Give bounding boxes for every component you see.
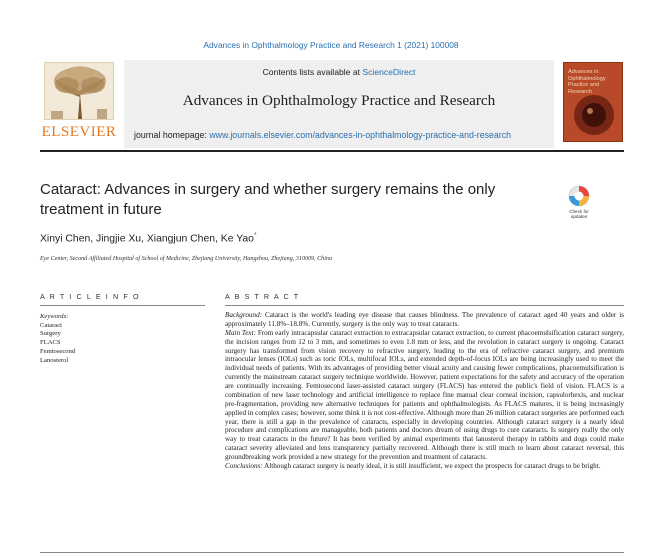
elsevier-logo[interactable]	[40, 62, 118, 142]
keyword-item[interactable]: Cataract	[40, 321, 62, 329]
check-for-updates-badge[interactable]	[565, 185, 593, 221]
article-title: Cataract: Advances in surgery and whether surgery remains the only treatment in future	[40, 181, 496, 218]
contents-prefix: Contents lists available at	[262, 67, 363, 77]
corresponding-author-mark[interactable]: *	[253, 232, 257, 239]
keywords-label: Keywords:	[40, 313, 69, 320]
sciencedirect-link[interactable]: ScienceDirect	[362, 67, 416, 77]
abstract-rule	[225, 305, 624, 306]
contents-line	[124, 67, 554, 77]
article-info-heading: A R T I C L E I N F O	[40, 292, 141, 301]
abstract-heading: A B S T R A C T	[225, 292, 300, 301]
journal-title: Advances in Ophthalmology Practice and Research	[182, 92, 496, 109]
cover-title: Advances in Ophthalmology Practice and Research	[568, 69, 606, 95]
crossmark-label: Check for updates	[569, 209, 589, 219]
journal-cover[interactable]	[563, 62, 623, 142]
keyword-item[interactable]: Femtosecond	[40, 347, 76, 355]
background-label: Background:	[225, 311, 263, 319]
keywords-block	[40, 313, 190, 365]
keyword-item[interactable]: Lanosterol	[40, 356, 69, 364]
abstract-background	[225, 311, 624, 329]
background-text: Cataract is the world's leading eye disease that causes blindness. The prevalence of cataract aged 40 years and older is approximately 11.8%–18.8%. Currently, surgery is the only way to treat cataracts.	[225, 311, 624, 328]
article-info-rule	[40, 305, 205, 306]
crossmark-icon	[565, 185, 593, 209]
keyword-item[interactable]: Surgery	[40, 330, 61, 338]
journal-reference[interactable]: Advances in Ophthalmology Practice and Research 1 (2021) 100008	[203, 40, 459, 50]
conclusions-label: Conclusions:	[225, 461, 263, 470]
bottom-rule	[40, 552, 624, 553]
main-text: From early intracapsular cataract extraction to extracapsular cataract extraction, to current phacoemulsification cataract surgery, the incision ranges from 12 to 3 mm, and sometimes to even 1.8 mm or less, and the revolution in cataract surgery is ongoing. Cataract surgery has transformed from vision recovery to refractive surgery, leading to the era of refractive cataract surgery, and premium intraocular lenses (IOLs) such as toric IOLs, multifocal IOLs, and extended depth-of-focus IOLs are being increasingly used to meet the individual needs of patients. With its advantages of providing better visual acuity and causing fewer complications, phacoemulsification is currently the mainstream cataract surgery technique worldwide. However, patient expectations for the safety and accuracy of the operation are continually increasing. Femtosecond laser-assisted cataract surgery (FLACS) has entered the public's field of vision. FLACS is a combination of new laser technology and artificial intelligence to replace fine manual clear corneal incision, capsulorhexis, and nuclear pre-fragmentation, providing new alternative techniques for patients and ophthalmologists. As FLACS matures, it is being increasingly applied in complex cases; however, some think it is not cost-effective. Although more than 26 million cataract surgeries are performed each year, there is still a gap in the prevalence of cataracts, especially in developing countries. Although cataract surgery is a nearly ideal procedure and complications are manageable, both patients and doctors dream of using drugs to cure cataracts. Is surgery really the only way to treat cataracts in the future? It has been verified by animal experiments that lanosterol therapy in rabbits and dogs could make cataract severity alleviated and lens transparency partially recovered. Although there is still much to learn about cataract reversal, this groundbreaking work provided a new strategy for the prevention and treatment of cataracts.	[225, 328, 624, 461]
homepage-line	[134, 130, 554, 140]
author-affiliation: Eye Center, Second Affiliated Hospital of School of Medicine, Zhejiang University, Hangzhou, Zhejiang, 310009, China	[40, 256, 333, 262]
journal-homepage-link[interactable]: www.journals.elsevier.com/advances-in-ophthalmology-practice-and-research	[209, 130, 512, 140]
elsevier-tree-icon	[44, 62, 114, 120]
author-list	[40, 232, 257, 244]
abstract-main-text	[225, 329, 624, 462]
abstract-conclusions	[225, 462, 624, 471]
main-text-label: Main Text:	[225, 328, 256, 337]
journal-masthead	[124, 60, 554, 148]
elsevier-wordmark: ELSEVIER	[41, 124, 117, 140]
author-names[interactable]: Xinyi Chen, Jingjie Xu, Xiangjun Chen, Ke Yao	[40, 233, 254, 245]
keyword-item[interactable]: FLACS	[40, 339, 61, 347]
cover-eye-icon	[564, 63, 623, 142]
homepage-prefix: journal homepage:	[134, 130, 210, 140]
abstract-body	[225, 311, 624, 471]
masthead-divider	[40, 150, 624, 152]
conclusions-text: Although cataract surgery is nearly ideal, it is still insufficient, we expect the prospects for cataract drugs to be bright.	[264, 461, 601, 470]
